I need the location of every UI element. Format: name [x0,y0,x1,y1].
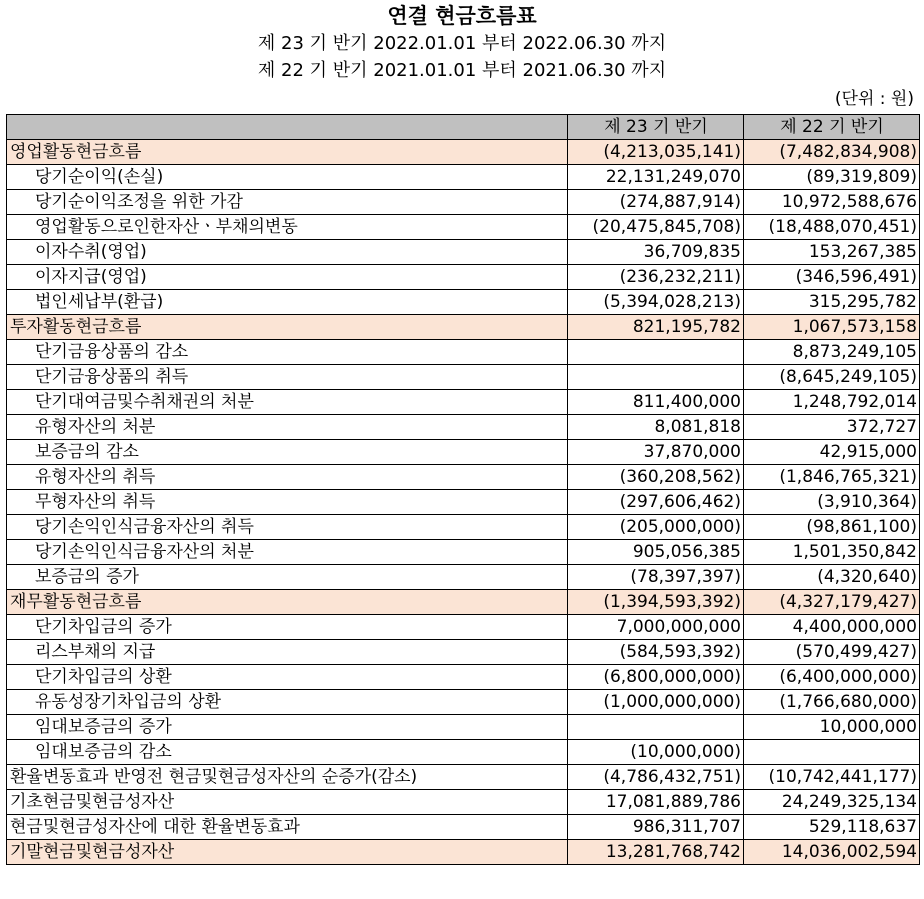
row-label: 임대보증금의 감소 [7,740,568,765]
row-label: 임대보증금의 증가 [7,715,568,740]
table-row [7,265,920,290]
prior-period-value: 372,727 [744,415,920,440]
prior-period-value: (3,910,364) [744,490,920,515]
row-label: 환율변동효과 반영전 현금및현금성자산의 순증가(감소) [7,765,568,790]
row-label: 당기손익인식금융자산의 처분 [7,540,568,565]
current-period-value: (5,394,028,213) [568,290,744,315]
current-period-value [568,340,744,365]
prior-period-value: (10,742,441,177) [744,765,920,790]
table-row [7,840,920,865]
table-row [7,540,920,565]
row-label: 유형자산의 처분 [7,415,568,440]
prior-period-value: (1,846,765,321) [744,465,920,490]
row-label: 이자수취(영업) [7,240,568,265]
prior-period-value: 1,501,350,842 [744,540,920,565]
row-label: 당기순이익조정을 위한 가감 [7,190,568,215]
table-row [7,465,920,490]
prior-period-value: (8,645,249,105) [744,365,920,390]
prior-period-value: 14,036,002,594 [744,840,920,865]
prior-period-value: 1,067,573,158 [744,315,920,340]
prior-period-value: 315,295,782 [744,290,920,315]
table-row [7,815,920,840]
current-period-value: 821,195,782 [568,315,744,340]
table-row [7,740,920,765]
prior-period-value: 153,267,385 [744,240,920,265]
row-label: 유형자산의 취득 [7,465,568,490]
current-period-value: 36,709,835 [568,240,744,265]
current-period-value: (584,593,392) [568,640,744,665]
current-period-value: 811,400,000 [568,390,744,415]
current-period-value: 8,081,818 [568,415,744,440]
row-label: 재무활동현금흐름 [7,590,568,615]
table-row [7,565,920,590]
header-current-period: 제 23 기 반기 [568,115,744,140]
prior-period-value: 529,118,637 [744,815,920,840]
header-row [7,115,920,140]
current-period-value: 7,000,000,000 [568,615,744,640]
current-period-value: (297,606,462) [568,490,744,515]
unit-label: (단위 : 원) [834,89,914,109]
table-row [7,790,920,815]
statement-title: 연결 현금흐름표 [387,4,537,28]
prior-period-value: 24,249,325,134 [744,790,920,815]
row-label: 투자활동현금흐름 [7,315,568,340]
period-prior: 제 22 기 반기 2021.01.01 부터 2021.06.30 까지 [257,60,667,81]
table-row [7,365,920,390]
table-row [7,240,920,265]
table-row [7,665,920,690]
row-label: 영업활동현금흐름 [7,140,568,165]
table-row [7,615,920,640]
current-period-value: (4,213,035,141) [568,140,744,165]
table-row [7,290,920,315]
current-period-value: (10,000,000) [568,740,744,765]
row-label: 리스부채의 지급 [7,640,568,665]
row-label: 보증금의 감소 [7,440,568,465]
table-row [7,315,920,340]
table-row [7,165,920,190]
header-prior-period: 제 22 기 반기 [744,115,920,140]
prior-period-value: 1,248,792,014 [744,390,920,415]
prior-period-value: 42,915,000 [744,440,920,465]
row-label: 단기금융상품의 취득 [7,365,568,390]
prior-period-value: 10,000,000 [744,715,920,740]
prior-period-value [744,740,920,765]
current-period-value: (1,000,000,000) [568,690,744,715]
row-label: 단기차입금의 증가 [7,615,568,640]
prior-period-value: (18,488,070,451) [744,215,920,240]
current-period-value: (78,397,397) [568,565,744,590]
current-period-value: 905,056,385 [568,540,744,565]
current-period-value [568,365,744,390]
table-row [7,190,920,215]
row-label: 보증금의 증가 [7,565,568,590]
table-row [7,640,920,665]
current-period-value: (6,800,000,000) [568,665,744,690]
prior-period-value: (4,320,640) [744,565,920,590]
table-row [7,390,920,415]
current-period-value: (4,786,432,751) [568,765,744,790]
header-label [7,115,568,140]
table-row [7,415,920,440]
current-period-value: (236,232,211) [568,265,744,290]
row-label: 단기대여금및수취채권의 처분 [7,390,568,415]
row-label: 단기금융상품의 감소 [7,340,568,365]
prior-period-value: (7,482,834,908) [744,140,920,165]
prior-period-value: (4,327,179,427) [744,590,920,615]
row-label: 당기손익인식금융자산의 취득 [7,515,568,540]
table-row [7,690,920,715]
current-period-value: 37,870,000 [568,440,744,465]
current-period-value: (360,208,562) [568,465,744,490]
table-row [7,215,920,240]
current-period-value: (205,000,000) [568,515,744,540]
prior-period-value: 10,972,588,676 [744,190,920,215]
prior-period-value: (89,319,809) [744,165,920,190]
row-label: 영업활동으로인한자산ㆍ부채의변동 [7,215,568,240]
table-row [7,490,920,515]
period-current: 제 23 기 반기 2022.01.01 부터 2022.06.30 까지 [257,33,667,54]
prior-period-value: (6,400,000,000) [744,665,920,690]
row-label: 법인세납부(환급) [7,290,568,315]
current-period-value: (274,887,914) [568,190,744,215]
table-row [7,140,920,165]
cash-flow-table [6,114,920,865]
row-label: 기초현금및현금성자산 [7,790,568,815]
row-label: 단기차입금의 상환 [7,665,568,690]
row-label: 현금및현금성자산에 대한 환율변동효과 [7,815,568,840]
row-label: 기말현금및현금성자산 [7,840,568,865]
current-period-value: (1,394,593,392) [568,590,744,615]
current-period-value: 17,081,889,786 [568,790,744,815]
current-period-value: (20,475,845,708) [568,215,744,240]
current-period-value: 13,281,768,742 [568,840,744,865]
table-row [7,715,920,740]
row-label: 무형자산의 취득 [7,490,568,515]
prior-period-value: 4,400,000,000 [744,615,920,640]
table-row [7,765,920,790]
current-period-value: 22,131,249,070 [568,165,744,190]
current-period-value [568,715,744,740]
table-row [7,515,920,540]
row-label: 이자지급(영업) [7,265,568,290]
table-row [7,440,920,465]
prior-period-value: (570,499,427) [744,640,920,665]
prior-period-value: (346,596,491) [744,265,920,290]
table-body [7,140,920,865]
current-period-value: 986,311,707 [568,815,744,840]
prior-period-value: (1,766,680,000) [744,690,920,715]
prior-period-value: (98,861,100) [744,515,920,540]
row-label: 유동성장기차입금의 상환 [7,690,568,715]
row-label: 당기순이익(손실) [7,165,568,190]
table-row [7,340,920,365]
prior-period-value: 8,873,249,105 [744,340,920,365]
table-row [7,590,920,615]
